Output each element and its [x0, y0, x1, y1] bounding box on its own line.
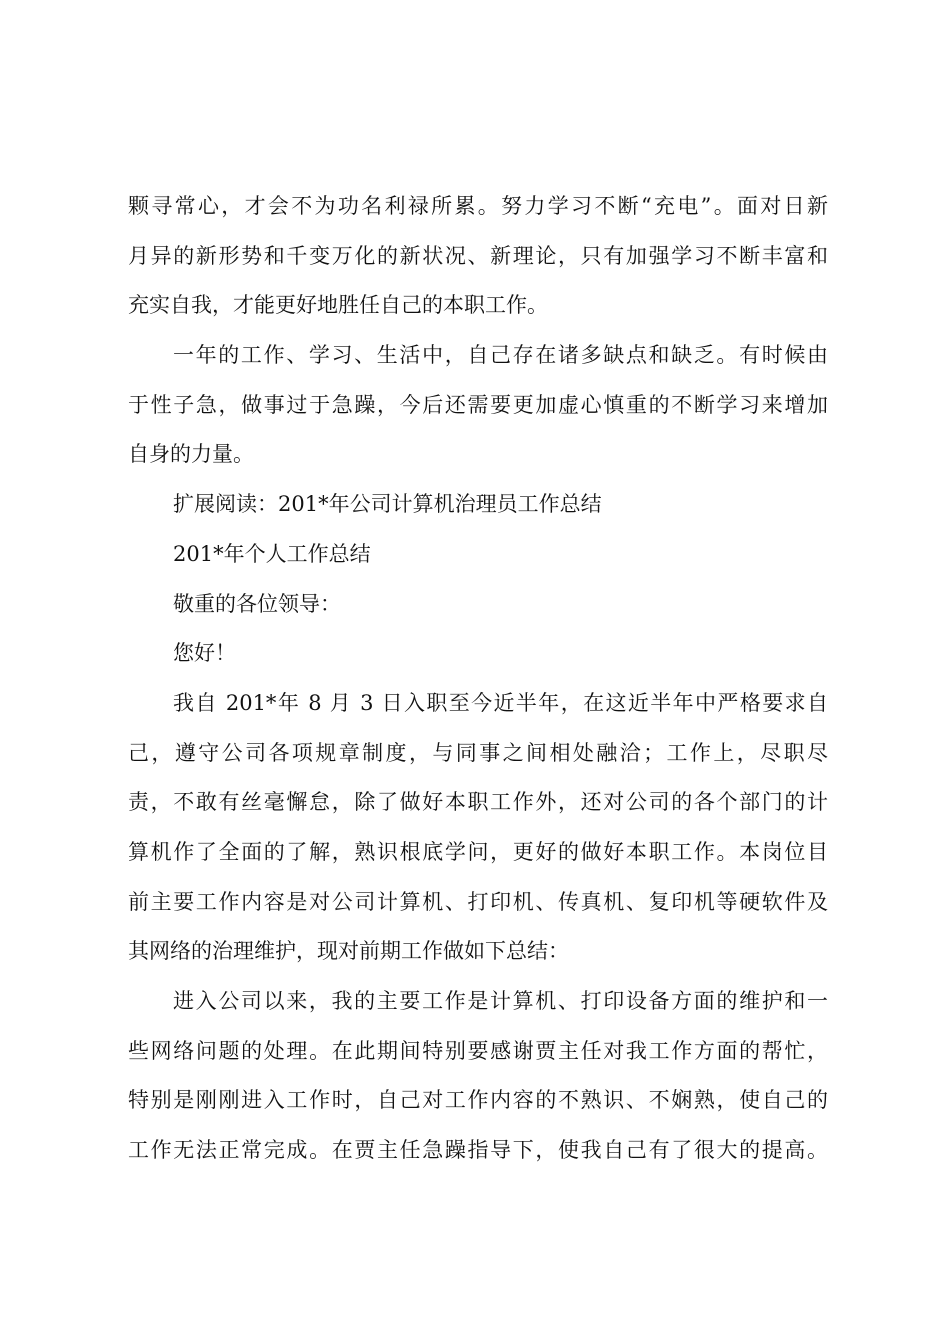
paragraph-2-line-3: 自身的力量。	[128, 442, 254, 466]
paragraph-3-line-4: 算机作了全面的了解，熟识根底学问，更好的做好本职工作。本岗位目	[128, 840, 828, 864]
paragraph-3-line-2: 己，遵守公司各项规章制度，与同事之间相处融洽；工作上，尽职尽	[128, 741, 828, 765]
paragraph-3-line-5: 前主要工作内容是对公司计算机、打印机、传真机、复印机等硬软件及	[128, 890, 828, 914]
paragraph-1-line-1: 颗寻常心，才会不为功名利禄所累。努力学习不断“充电”。面对日新	[128, 194, 828, 218]
paragraph-4-line-2: 些网络问题的处理。在此期间特别要感谢贾主任对我工作方面的帮忙，	[128, 1039, 828, 1063]
paragraph-3-line-3: 责，不敢有丝毫懈怠，除了做好本职工作外，还对公司的各个部门的计	[128, 790, 828, 814]
salutation: 敬重的各位领导：	[173, 592, 341, 616]
paragraph-4-line-1: 进入公司以来，我的主要工作是计算机、打印设备方面的维护和一	[173, 989, 828, 1013]
paragraph-1-line-2: 月异的新形势和千变万化的新状况、新理论，只有加强学习不断丰富和	[128, 244, 828, 268]
paragraph-4-line-4: 工作无法正常完成。在贾主任急躁指导下，使我自己有了很大的提高。	[128, 1138, 828, 1162]
extended-reading-title: 扩展阅读：201*年公司计算机治理员工作总结	[173, 492, 602, 516]
paragraph-2-line-2: 于性子急，做事过于急躁，今后还需要更加虚心慎重的不断学习来增加	[128, 393, 828, 417]
greeting: 您好！	[173, 641, 236, 665]
paragraph-2-line-1: 一年的工作、学习、生活中，自己存在诸多缺点和缺乏。有时候由	[173, 343, 828, 367]
paragraph-1-line-3: 充实自我，才能更好地胜任自己的本职工作。	[128, 293, 548, 317]
paragraph-3-line-1: 我自 201*年 8 月 3 日入职至今近半年，在这近半年中严格要求自	[173, 691, 828, 715]
document-subtitle: 201*年个人工作总结	[173, 542, 371, 566]
paragraph-3-line-6: 其网络的治理维护，现对前期工作做如下总结：	[128, 939, 569, 963]
paragraph-4-line-3: 特别是刚刚进入工作时，自己对工作内容的不熟识、不娴熟，使自己的	[128, 1088, 828, 1112]
